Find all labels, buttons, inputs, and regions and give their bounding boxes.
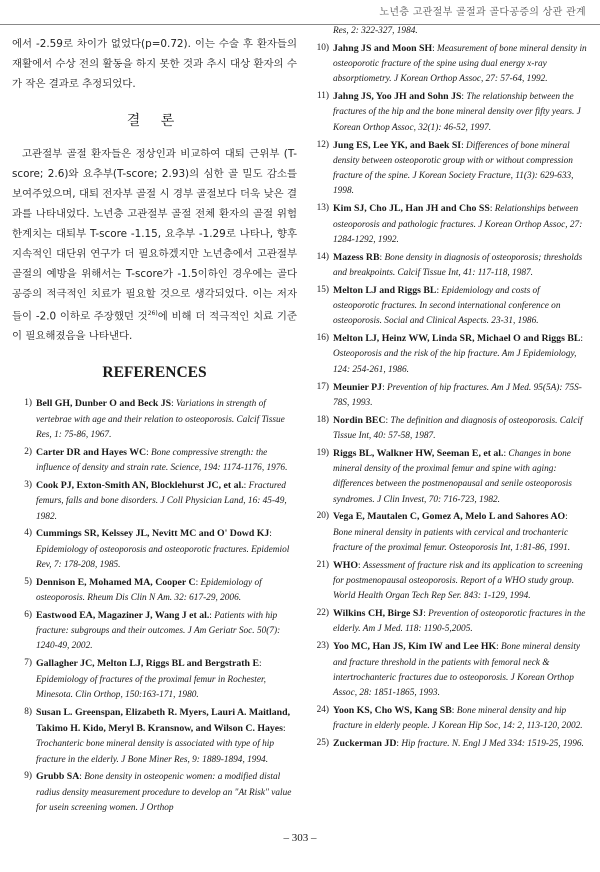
- reference-authors: Riggs BL, Walkner HW, Seeman E, et al.: [333, 447, 504, 459]
- reference-continuation-text: Res, 2: 322-327, 1984.: [333, 26, 418, 36]
- reference-colon: :: [243, 480, 249, 491]
- reference-item: [12, 478, 297, 525]
- reference-colon: :: [171, 399, 177, 410]
- conclusion-text-2: 에 비해 더 적극적인 치료 기준이 필요해졌음을 나타낸다.: [12, 310, 298, 343]
- reference-number: 22): [316, 608, 329, 619]
- reference-authors: Jung ES, Lee YK, and Baek SI: [333, 139, 462, 151]
- reference-authors: Mazess RB: [333, 251, 380, 263]
- reference-details: The relationship between the fractures of the hip and the bone mineral density over fifty years. J Korean Orthop Assoc, 32(1): 46-52, 1997.: [333, 92, 581, 133]
- reference-authors: Gallagher JC, Melton LJ, Riggs BL and Bergstrath E: [36, 658, 259, 670]
- reference-number: 2): [24, 446, 32, 457]
- reference-colon: :: [423, 609, 429, 620]
- reference-colon: :: [432, 43, 438, 54]
- intro-paragraph: 에서 -2.59로 차이가 없었다(p=0.72). 이는 수술 후 환자들의 재활에서 수상 전의 활동을 하지 못한 것과 추시 대상 환자의 수가 작은 결과로 추정되었다.: [12, 38, 297, 90]
- reference-details: Patients with hip fracture: subgroups and their outcomes. J Am Geriatr Soc. 50(7): 1240-49, 2002.: [36, 610, 281, 652]
- reference-authors: Jahng JS, Yoo JH and Sohn JS: [333, 91, 462, 103]
- reference-colon: :: [269, 529, 272, 540]
- reference-colon: :: [489, 204, 495, 215]
- reference-authors: Wilkins CH, Birge SJ: [333, 608, 424, 620]
- reference-details: Trochanteric bone mineral density is associated with type of hip fracture in the elderly. J Bone Miner Res, 9: 1889-1894, 1994.: [36, 739, 274, 765]
- reference-details: Bone compressive strength: the influence of density and strain rate. Science, 194: 1174-1176, 1976.: [36, 447, 288, 474]
- reference-item: [307, 380, 588, 412]
- reference-item: [307, 446, 588, 508]
- reference-authors: Vega E, Mautalen C, Gomez A, Melo L and Sahores AO: [333, 511, 566, 523]
- reference-colon: :: [396, 739, 402, 750]
- reference-item: [12, 769, 297, 816]
- reference-number: 23): [316, 641, 329, 652]
- reference-colon: :: [209, 610, 215, 621]
- reference-number: 10): [316, 42, 329, 53]
- left-column: [12, 34, 297, 818]
- reference-colon: :: [580, 334, 583, 345]
- reference-details: Prevention of osteoporotic fractures in the elderly. Am J Med. 118: 1190-5,2005.: [333, 609, 586, 635]
- reference-details: Differences of bone mineral density between osteoporotic group with or without compression fracture of the spine. J Korean Society Fracture, 11(3): 629-633, 1998.: [333, 140, 574, 197]
- left-reference-list: [12, 396, 297, 816]
- reference-item: [307, 639, 588, 701]
- reference-authors: Kim SJ, Cho JL, Han JH and Cho SS: [333, 203, 490, 215]
- running-title: 노년층 고관절부 골절과 골다공증의 상관 관계: [379, 7, 586, 18]
- reference-item: [307, 138, 588, 200]
- right-reference-list: [307, 41, 588, 753]
- reference-number: 25): [316, 738, 329, 749]
- right-column: [307, 24, 588, 754]
- reference-details: Fractured femurs, falls and bone disorders. J Coll Physician Land, 16: 45-49, 1982.: [36, 480, 287, 522]
- reference-colon: :: [503, 448, 509, 459]
- reference-number: 18): [316, 414, 329, 425]
- reference-colon: :: [79, 772, 85, 783]
- reference-number: 11): [316, 91, 329, 102]
- conclusion-paragraph: [12, 144, 297, 346]
- reference-item: [12, 445, 297, 477]
- reference-item: [307, 201, 588, 248]
- reference-details: Relationships between osteoporosis and pathologic fractures. J Korean Orthop Assoc, 27: 1284-1292, 1992.: [333, 204, 583, 245]
- reference-number: 5): [24, 576, 32, 587]
- reference-number: 21): [316, 559, 329, 570]
- reference-colon: :: [461, 140, 467, 151]
- reference-details: Bone mineral density and hip fracture in elderly people. J Korean Hip Soc, 14: 2, 113-120, 2002.: [333, 705, 583, 732]
- reference-item: [12, 526, 297, 573]
- reference-item: [307, 509, 588, 556]
- reference-item: [307, 283, 588, 330]
- reference-details: Measurement of bone mineral density in osteoporotic fracture of the spine using dual energy x-ray absorptiometry. J Korean Orthop Assoc, 27: 57-64, 1992.: [333, 43, 587, 85]
- reference-number: 12): [316, 139, 329, 150]
- reference-authors: Cook PJ, Exton-Smith AN, Blocklehurst JC, et al.: [36, 479, 244, 491]
- reference-item: [307, 606, 588, 638]
- reference-details: Changes in bone mineral density of the proximal femur and spine with aging: differences between the postmenopausal and senile osteoporosis syndromes. J Clin Invest, 70: 716-723, 1982.: [333, 448, 572, 505]
- reference-authors: Melton LJ, Heinz WW, Linda SR, Michael O and Riggs BL: [333, 333, 581, 345]
- reference-item: [12, 396, 297, 443]
- reference-number: 15): [316, 284, 329, 295]
- reference-authors: Cummings SR, Kelssey JL, Nevitt MC and O' Dowd KJ: [36, 528, 270, 540]
- reference-authors: Yoon KS, Cho WS, Kang SB: [333, 704, 452, 716]
- reference-authors: WHO: [333, 559, 359, 571]
- reference-authors: Bell GH, Dunber O and Beck JS: [36, 398, 172, 410]
- citation-superscript: 26): [147, 310, 158, 317]
- running-header: [0, 0, 600, 25]
- reference-authors: Meunier PJ: [333, 381, 383, 393]
- reference-colon: :: [436, 285, 442, 296]
- reference-number: 24): [316, 704, 329, 715]
- reference-authors: Zuckerman JD: [333, 738, 397, 750]
- reference-details: Epidemiology of osteoporosis and osteoporotic fractures. Epidemiol Rev, 7: 178-208, 1985.: [36, 544, 290, 570]
- reference-details: Epidemiology and costs of osteoporotic fractures. In second international conference on osteoporosis. Social and Clinical Aspects. 23-31, 1986.: [333, 285, 561, 327]
- reference-authors: Carter DR and Hayes WC: [36, 446, 147, 458]
- conclusion-text-1: 고관절부 골절 환자들은 정상인과 비교하여 대퇴 근위부 (T-score; 2.6)와 요추부(T-score; 2.93)의 심한 골 밀도 감소를 보여주었으며, 대퇴 전자부 골절 시 경부 골절보다 더욱 낮은 결과를 나타내었다. 노년층 고관절부 골절 전체 환자의 골절 위험 한계치는 대퇴부 T-score -1.15, 요추부 -1.29로 나타나, 향후 지속적인 대단위 연구가 더 필요하겠지만 노년층에서 고관절부 골절의 예방을 위해서는 T-score가 -1.5이하인 경우에는 골다공증의 적극적인 치료가 필요할 것으로 생각되었다. 이는 저자들이 -2.0 이하로 주장했던 것: [12, 148, 297, 323]
- reference-details: Bone mineral density in patients with cervical and trochanteric fracture of the proximal femur. Osteoporosis Int, 1:81-86, 1991.: [333, 527, 571, 553]
- reference-colon: :: [385, 415, 391, 426]
- references-title: REFERENCES: [102, 364, 207, 382]
- reference-authors: Grubb SA: [36, 771, 80, 783]
- reference-continuation: [307, 24, 588, 39]
- page-number: – 303 –: [283, 832, 317, 844]
- reference-number: 13): [316, 203, 329, 214]
- reference-details: Epidemiology of fractures of the proximal femur in Rochester, Minesota. Clin Orthop, 150:163-171, 1980.: [36, 674, 266, 700]
- reference-details: Assessment of fracture risk and its application to screening for postmenopausal osteoporosis. Report of a WHO study group. World Health Organ Tech Rep Ser. 843: 1-129, 1994.: [333, 560, 583, 602]
- reference-authors: Yoo MC, Han JS, Kim IW and Lee HK: [333, 641, 497, 653]
- reference-item: [307, 250, 588, 282]
- reference-colon: :: [379, 252, 385, 263]
- reference-item: [12, 656, 297, 703]
- reference-authors: Susan L. Greenspan, Elizabeth R. Myers, Lauri A. Maitland, Takimo H. Kido, Meryl B. Kransnow, and Wilson C. Hayes: [36, 706, 291, 734]
- reference-authors: Nordin BEC: [333, 414, 386, 426]
- reference-colon: :: [496, 642, 502, 653]
- reference-item: [307, 703, 588, 735]
- reference-colon: :: [258, 659, 262, 670]
- reference-number: 1): [24, 398, 32, 409]
- reference-number: 9): [24, 771, 32, 782]
- reference-number: 17): [316, 381, 329, 392]
- reference-details: Bone mineral density and fracture threshold in the patients with femoral neck & intertrochanteric fractures due to osteoporosis. J Korean Orthop Assoc, 28: 1851-1865, 1993.: [333, 642, 581, 699]
- reference-colon: :: [282, 723, 286, 734]
- reference-number: 7): [24, 658, 32, 669]
- reference-item: [307, 558, 588, 605]
- reference-authors: Eastwood EA, Magaziner J, Wang J et al.: [36, 609, 210, 621]
- conclusion-title: 결 론: [126, 113, 183, 129]
- reference-authors: Dennison E, Mohamed MA, Cooper C: [36, 576, 196, 588]
- reference-item: [307, 41, 588, 88]
- reference-number: 20): [316, 511, 329, 522]
- reference-number: 14): [316, 251, 329, 262]
- reference-details: Osteoporosis and the risk of the hip fracture. Am J Epidemiology, 124: 254-261, 1986.: [333, 349, 577, 375]
- reference-number: 8): [24, 706, 32, 717]
- reference-number: 19): [316, 447, 329, 458]
- reference-colon: :: [451, 705, 457, 716]
- reference-details: Bone density in osteopenic women: a modified distal radius density measurement procedure to develop an "At Risk" value for usein screening women. J Orthop: [36, 772, 292, 813]
- reference-number: 3): [24, 479, 32, 490]
- reference-colon: :: [146, 447, 152, 458]
- reference-details: Bone density in diagnosis of osteoporosis; thresholds and breakpoints. Calcif Tissue Int, 41: 117-118, 1987.: [333, 252, 583, 278]
- reference-details: Variations in strength of vertebrae with age and their relation to osteoporosis. Calcif Tissue Res, 1: 75-86, 1967.: [36, 399, 285, 441]
- reference-colon: :: [382, 382, 387, 393]
- reference-item: [307, 736, 588, 752]
- reference-colon: :: [461, 92, 467, 103]
- reference-details: Hip fracture. N. Engl J Med 334: 1519-25, 1996.: [401, 739, 584, 750]
- reference-colon: :: [195, 577, 201, 588]
- reference-number: 16): [316, 333, 329, 344]
- reference-item: [307, 89, 588, 136]
- reference-details: Prevention of hip fractures. Am J Med. 95(5A): 75S-78S, 1993.: [333, 382, 582, 408]
- reference-authors: Melton LJ and Riggs BL: [333, 284, 437, 296]
- reference-colon: :: [565, 512, 568, 523]
- reference-item: [307, 331, 588, 378]
- reference-details: The definition and diagnosis of osteoporosis. Calcif Tissue Int, 40: 57-58, 1987.: [333, 415, 583, 441]
- reference-number: 4): [24, 528, 32, 539]
- reference-number: 6): [24, 609, 32, 620]
- reference-item: [307, 413, 588, 445]
- reference-details: Epidemiology of osteoporosis. Rheum Dis Clin N Am. 32: 617-29, 2006.: [36, 577, 262, 604]
- reference-item: [12, 575, 297, 607]
- reference-item: [12, 608, 297, 655]
- reference-authors: Jahng JS and Moon SH: [333, 42, 433, 54]
- reference-colon: :: [358, 560, 363, 571]
- reference-item: [12, 705, 297, 768]
